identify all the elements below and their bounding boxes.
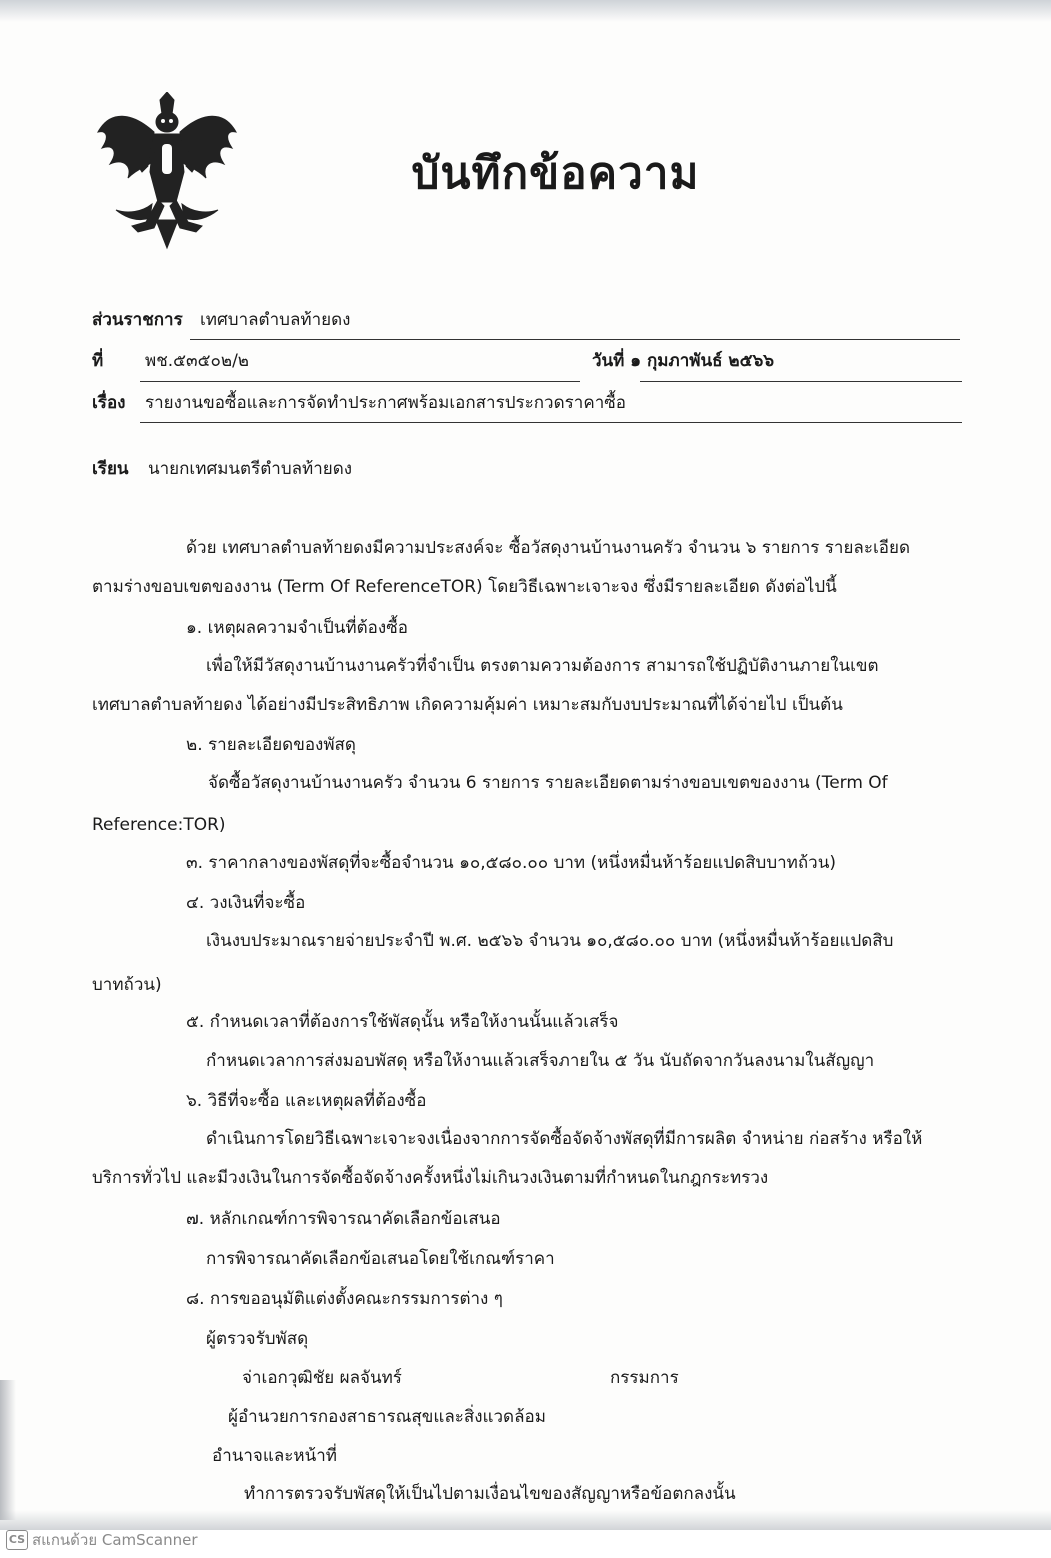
ref-value: พช.๕๓๕๐๒/๒ — [145, 351, 250, 371]
section-5-line-1: กำหนดเวลาการส่งมอบพัสดุ หรือให้งานแล้วเสร็จภายใน ๕ วัน นับถัดจากวันลงนามในสัญญา — [206, 1051, 875, 1071]
section-4-title: ๔. วงเงินที่จะซื้อ — [186, 893, 306, 913]
page-title: บันทึกข้อความ — [411, 148, 700, 199]
duty-title: อำนาจและหน้าที่ — [212, 1446, 337, 1466]
intro-line-2: ตามร่างขอบเขตของงาน (Term Of ReferenceTOR) โดยวิธีเฉพาะเจาะจง ซึ่งมีรายละเอียด ดังต่อไปนี้ — [92, 577, 837, 597]
section-4-line-1: เงินงบประมาณรายจ่ายประจำปี พ.ศ. ๒๕๖๖ จำนวน ๑๐,๕๘๐.๐๐ บาท (หนึ่งหมื่นห้าร้อยแปดสิบ — [206, 931, 894, 951]
section-6-line-1: ดำเนินการโดยวิธีเฉพาะเจาะจงเนื่องจากการจัดซื้อจัดจ้างพัสดุที่มีการผลิต จำหน่าย ก่อสร้าง หรือให้ — [206, 1129, 923, 1149]
ref-label: ที่ — [92, 351, 104, 371]
section-7-title: ๗. หลักเกณฑ์การพิจารณาคัดเลือกข้อเสนอ — [186, 1209, 501, 1229]
scan-edge-left — [0, 1380, 16, 1520]
date-underline — [640, 381, 962, 382]
section-5-title: ๕. กำหนดเวลาที่ต้องการใช้พัสดุนั้น หรือให้งานนั้นแล้วเสร็จ — [186, 1012, 619, 1032]
scan-edge-bottom — [0, 1510, 1051, 1532]
subject-underline — [140, 422, 962, 423]
section-7-line-1: การพิจารณาคัดเลือกข้อเสนอโดยใช้เกณฑ์ราคา — [206, 1249, 555, 1269]
agency-label: ส่วนราชการ — [92, 310, 183, 330]
scan-edge-top — [0, 0, 1051, 22]
section-6-title: ๖. วิธีที่จะซื้อ และเหตุผลที่ต้องซื้อ — [186, 1091, 427, 1111]
to-label: เรียน — [92, 459, 129, 479]
committee-member-position: ผู้อำนวยการกองสาธารณสุขและสิ่งแวดล้อม — [228, 1407, 546, 1427]
date-text: วันที่ ๑ กุมภาพันธ์ ๒๕๖๖ — [592, 351, 775, 371]
subject-label: เรื่อง — [92, 393, 126, 413]
section-8-title: ๘. การขออนุมัติแต่งตั้งคณะกรรมการต่าง ๆ — [186, 1289, 503, 1309]
section-1-line-1: เพื่อให้มีวัสดุงานบ้านงานครัวที่จำเป็น ตรงตามความต้องการ สามารถใช้ปฏิบัติงานภายในเขต — [206, 656, 879, 676]
section-4-line-2: บาทถ้วน) — [92, 975, 162, 995]
section-1-title: ๑. เหตุผลความจำเป็นที่ต้องซื้อ — [186, 618, 408, 638]
agency-value: เทศบาลตำบลท้ายดง — [200, 310, 351, 330]
to-value: นายกเทศมนตรีตำบลท้ายดง — [148, 459, 353, 479]
section-3-title: ๓. ราคากลางของพัสดุที่จะซื้อจำนวน ๑๐,๕๘๐.๐๐ บาท (หนึ่งหมื่นห้าร้อยแปดสิบบาทถ้วน) — [186, 853, 836, 873]
section-2-line-2: Reference:TOR) — [92, 815, 226, 835]
committee-member-role: กรรมการ — [610, 1368, 679, 1388]
section-2-title: ๒. รายละเอียดของพัสดุ — [186, 735, 356, 755]
section-6-line-2: บริการทั่วไป และมีวงเงินในการจัดซื้อจัดจ้างครั้งหนึ่งไม่เกินวงเงินตามที่กำหนดในกฎกระทรวง — [92, 1168, 769, 1188]
section-2-line-1: จัดซื้อวัสดุงานบ้านงานครัว จำนวน 6 รายการ รายละเอียดตามร่างขอบเขตของงาน (Term Of — [208, 773, 888, 793]
agency-underline — [190, 339, 960, 340]
duty-line-1: ทำการตรวจรับพัสดุให้เป็นไปตามเงื่อนไขของสัญญาหรือข้อตกลงนั้น — [244, 1484, 736, 1504]
section-8-subtitle: ผู้ตรวจรับพัสดุ — [206, 1329, 309, 1349]
subject-value: รายงานขอซื้อและการจัดทำประกาศพร้อมเอกสารประกวดราคาซื้อ — [145, 393, 626, 413]
camscanner-footer-text: สแกนด้วย CamScanner — [32, 1531, 198, 1549]
intro-line-1: ด้วย เทศบาลตำบลท้ายดงมีความประสงค์จะ ซื้อวัสดุงานบ้านงานครัว จำนวน ๖ รายการ รายละเอียด — [186, 538, 911, 558]
section-1-line-2: เทศบาลตำบลท้ายดง ได้อย่างมีประสิทธิภาพ เกิดความคุ้มค่า เหมาะสมกับงบประมาณที่ได้จ่ายไป เป็นต้น — [92, 695, 843, 715]
committee-member-name: จ่าเอกวุฒิชัย ผลจันทร์ — [242, 1368, 402, 1388]
camscanner-logo-icon: CS — [6, 1530, 28, 1550]
ref-underline — [140, 381, 580, 382]
